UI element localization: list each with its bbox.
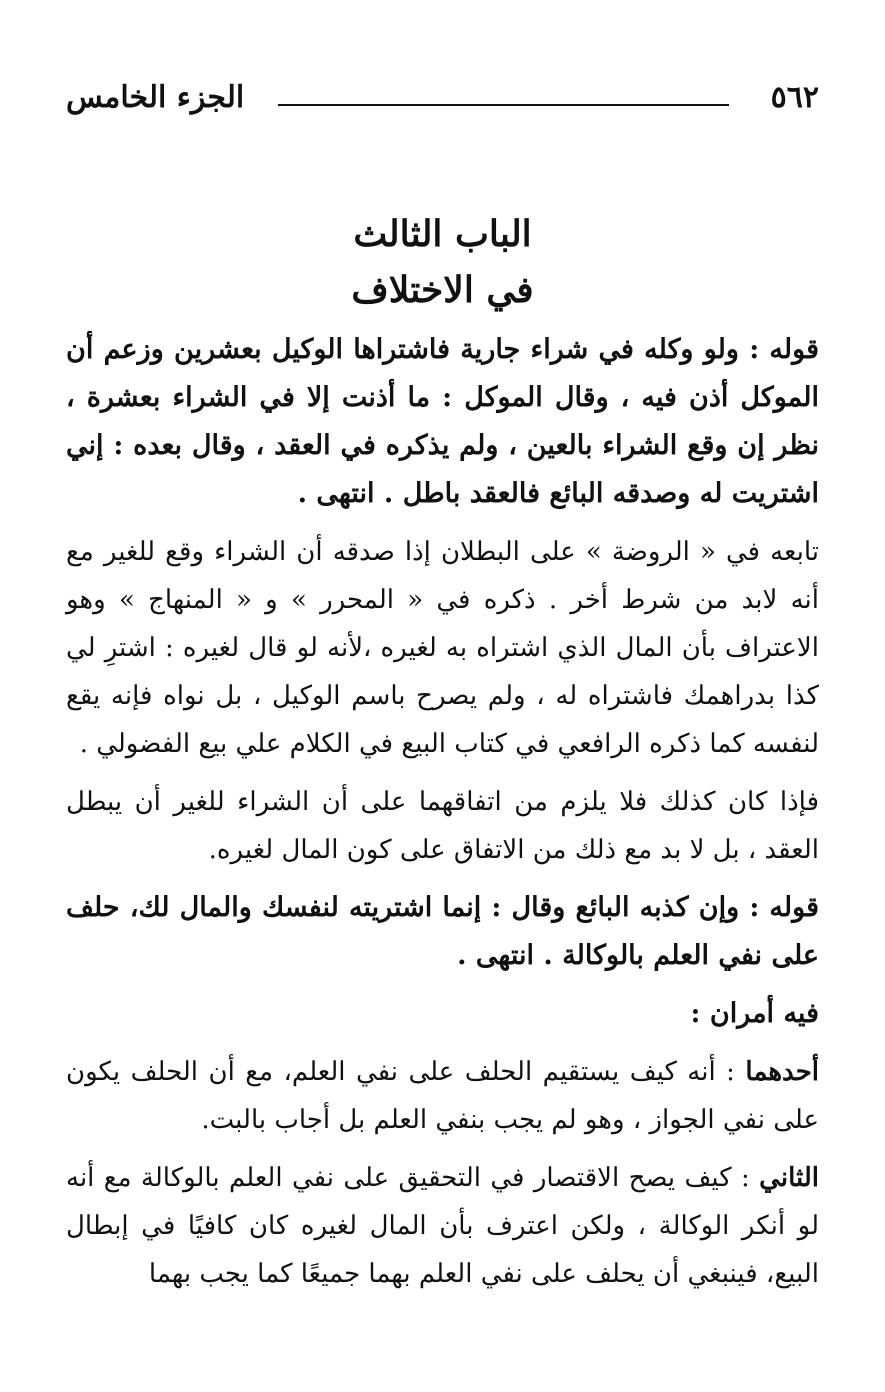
first-matter-paragraph: [66, 1048, 819, 1144]
running-title: الجزء الخامس: [66, 80, 245, 115]
page-header: [66, 80, 819, 120]
header-rule: [278, 104, 729, 106]
chapter-title: الباب الثالث: [353, 213, 532, 255]
quote-paragraph-1: [66, 326, 819, 518]
matters-heading: [66, 990, 819, 1038]
commentary-paragraph-1: [66, 528, 819, 768]
paragraph-text: فإذا كان كذلك فلا يلزم من اتفاقهما على أن الشراء للغير أن يبطل العقد ، بل لا بد مع ذلك من الاتفاق على كون المال لغيره.: [66, 787, 819, 865]
paragraph-text: فيه أمران :: [690, 998, 819, 1029]
page-number: ٥٦٢: [770, 80, 819, 115]
paragraph-text: قوله : وإن كذبه البائع وقال : إنما اشتريته لنفسك والمال لك، حلف على نفي العلم بالوكالة . انتهى .: [66, 892, 819, 971]
paragraph-lead: الثاني: [759, 1163, 819, 1193]
paragraph-text: قوله : ولو وكله في شراء جارية فاشتراها الوكيل بعشرين وزعم أن الموكل أذن فيه ، وقال الموكل : ما أذنت إلا في الشراء بعشرة ، نظر إن وقع الشراء بالعين ، ولم يذكره في العقد ، وقال بعده : إني اشتريت له وصدقه البائع فالعقد باطل . انتهى .: [66, 334, 819, 509]
chapter-subtitle: في الاختلاف: [351, 269, 534, 311]
commentary-paragraph-2: [66, 778, 819, 874]
quote-paragraph-2: [66, 884, 819, 980]
paragraph-text: : كيف يصح الاقتصار في التحقيق على نفي العلم بالوكالة مع أنه لو أنكر الوكالة ، ولكن اعترف بأن المال لغيره كان كافيًا في إبطال البيع، فينبغي أن يحلف على نفي العلم بهما جميعًا كما يجب بهما: [66, 1163, 819, 1289]
paragraph-text: تابعه في « الروضة » على البطلان إذا صدقه أن الشراء وقع للغير مع أنه لابد من شرط أخر . ذكره في « المحرر » و « المنهاج » وهو الاعتراف بأن المال الذي اشتراه به لغيره ،لأنه لو قال لغيره : اشترِ لي كذا بدراهمك فاشتراه له ، ولم يصرح باسم الوكيل ، بل نواه فإنه يقع لنفسه كما ذكره الرافعي في كتاب البيع في الكلام علي بيع الفضولي .: [66, 537, 819, 759]
second-matter-paragraph: [66, 1154, 819, 1298]
paragraph-lead: أحدهما: [745, 1057, 819, 1087]
paragraph-text: : أنه كيف يستقيم الحلف على نفي العلم، مع أن الحلف يكون على نفي الجواز ، وهو لم يجب بنفي العلم بل أجاب بالبت.: [66, 1057, 819, 1135]
